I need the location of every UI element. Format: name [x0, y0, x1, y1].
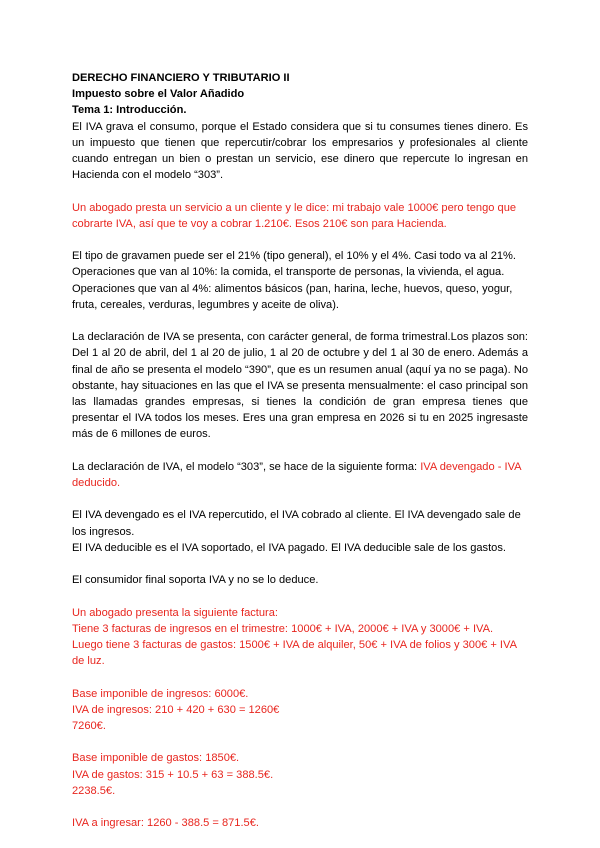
result-line: IVA a ingresar: 1260 - 388.5 = 871.5€.	[72, 817, 259, 830]
document-page	[72, 70, 528, 831]
model-303-text: La declaración de IVA, el modelo “303”, se hace de la siguiente forma:	[72, 460, 421, 473]
invoice-example-intro: Un abogado presenta la siguiente factura:	[72, 606, 278, 619]
deducible-paragraph: El IVA deducible es el IVA soportado, el IVA pagado. El IVA deducible sale de los gastos.	[72, 541, 506, 554]
income-iva: IVA de ingresos: 210 + 420 + 630 = 1260€	[72, 703, 280, 716]
expense-base: Base imponible de gastos: 1850€.	[72, 752, 240, 765]
rates-line-general: El tipo de gravamen puede ser el 21% (tipo general), el 10% y el 4%. Casi todo va al 21%.	[72, 250, 517, 263]
expense-iva: IVA de gastos: 315 + 10.5 + 63 = 388.5€.	[72, 768, 274, 781]
lawyer-example: Un abogado presta un servicio a un cliente y le dice: mi trabajo vale 1000€ pero tengo que cobrarte IVA, así que te voy a cobrar 1.210€. Esos 210€ son para Hacienda.	[72, 201, 517, 230]
expense-total: 2238.5€.	[72, 784, 116, 797]
model-303-paragraph	[72, 459, 528, 491]
invoice-example-expenses: Luego tiene 3 facturas de gastos: 1500€ + IVA de alquiler, 50€ + IVA de folios y 300€ + IVA de luz.	[72, 639, 517, 668]
devengado-paragraph: El IVA devengado es el IVA repercutido, el IVA cobrado al cliente. El IVA devengado sale de los ingresos.	[72, 509, 521, 538]
income-base: Base imponible de ingresos: 6000€.	[72, 687, 249, 700]
topic-heading: Tema 1: Introducción.	[72, 104, 187, 117]
rates-line-4: Operaciones que van al 4%: alimentos básicos (pan, harina, leche, huevos, queso, yogur, fruta, cereales, verduras, legumbres y aceite de oliva).	[72, 282, 513, 311]
rates-line-10: Operaciones que van al 10%: la comida, el transporte de personas, la vivienda, el agua.	[72, 266, 505, 279]
consumer-paragraph: El consumidor final soporta IVA y no se lo deduce.	[72, 574, 319, 587]
invoice-example-income: Tiene 3 facturas de ingresos en el trimestre: 1000€ + IVA, 2000€ + IVA y 3000€ + IVA.	[72, 622, 494, 635]
intro-paragraph: El IVA grava el consumo, porque el Estado considera que si tu consumes tienes dinero. Es un impuesto que tienen que repercutir/cobrar los empresarios y profesionales al cliente cuando entregan un bien o prestan un servicio, ese dinero que repercute lo ingresan en Hacienda con el modelo “303”.	[72, 120, 528, 182]
declaration-paragraph: La declaración de IVA se presenta, con carácter general, de forma trimestral.Los plazos son: Del 1 al 20 de abril, del 1 al 20 de julio, 1 al 20 de octubre y del 1 al 30 de enero. Además a final de año se presenta el modelo “390”, que es un resumen anual (aquí ya no se paga). No obstante, hay situaciones en las que el IVA se presenta mensualmente: el caso principal son las llamadas grandes empresas, si tienes la condición de gran empresa tienes que presentar el IVA todos los meses. Eres una gran empresa en 2026 si tu en 2025 ingresaste más de 6 millones de euros.	[72, 331, 528, 441]
subject-title: Impuesto sobre el Valor Añadido	[72, 88, 245, 101]
model-303-formula: IVA devengado - IVA deducido.	[72, 460, 521, 490]
income-total: 7260€.	[72, 720, 106, 732]
course-title: DERECHO FINANCIERO Y TRIBUTARIO II	[72, 72, 290, 84]
